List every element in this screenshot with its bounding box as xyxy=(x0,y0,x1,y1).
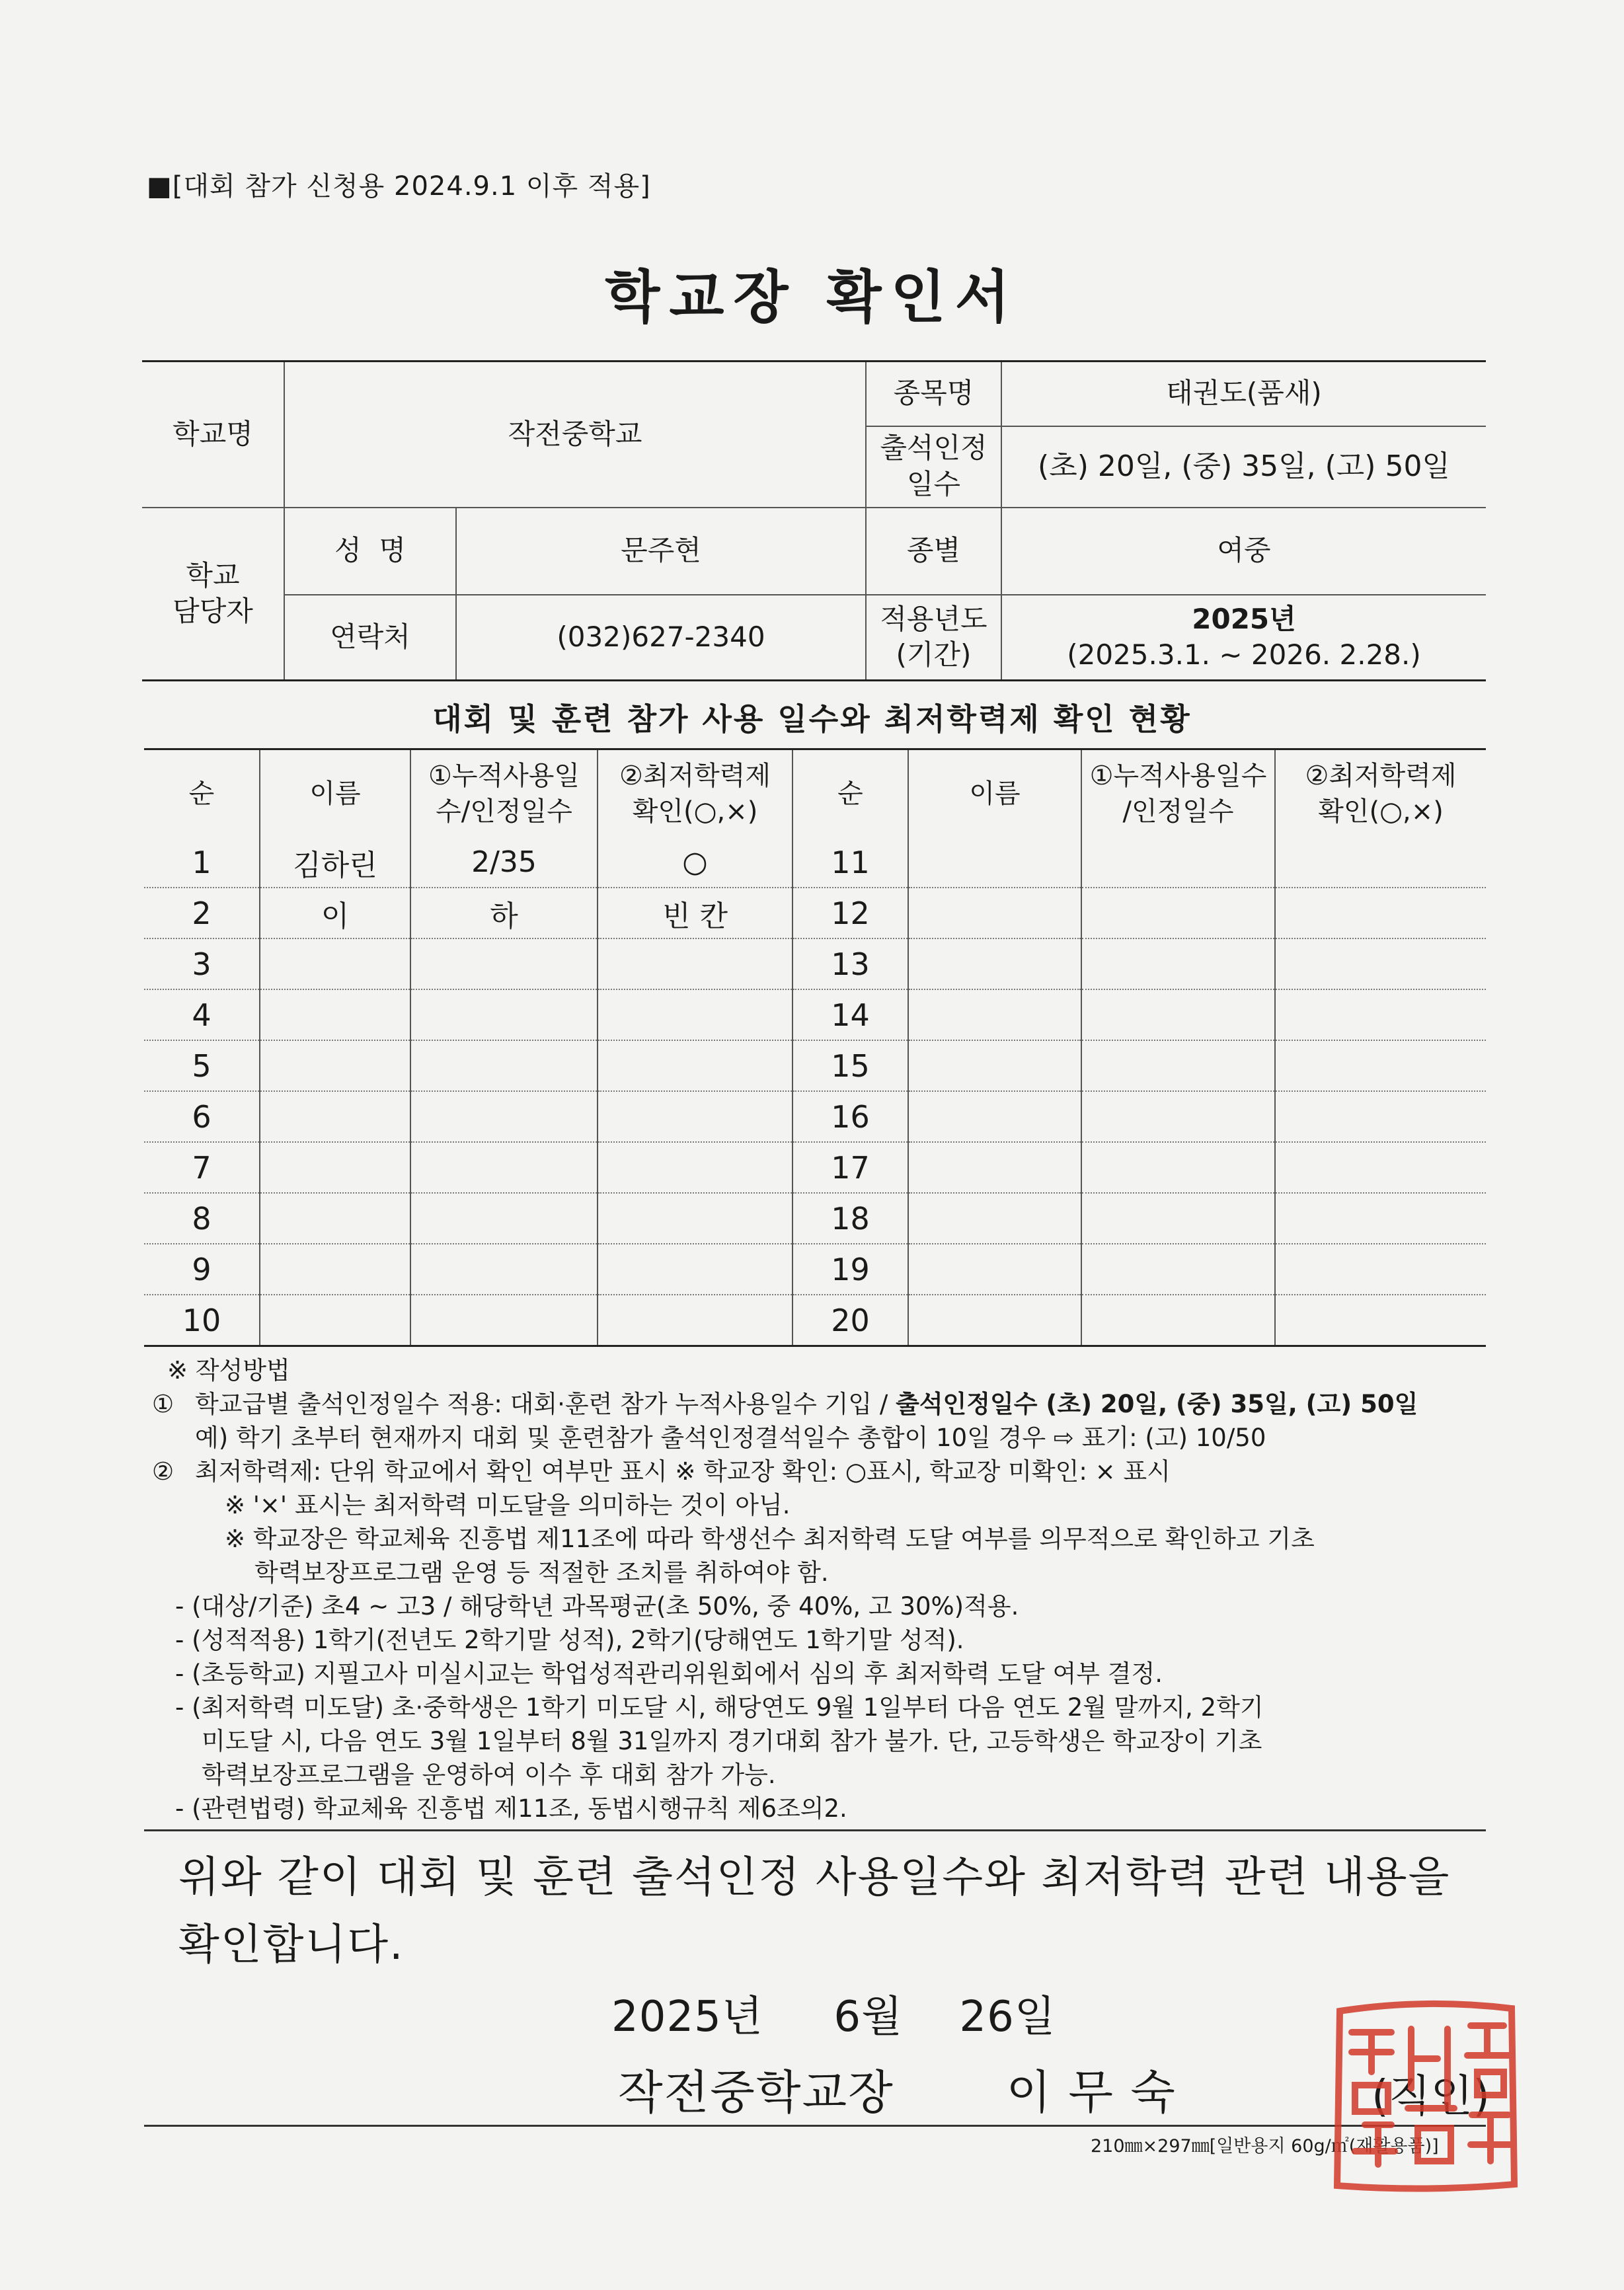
section-title: 대회 및 훈련 참가 사용 일수와 최저학력제 확인 현황 xyxy=(432,701,1192,737)
signature-line xyxy=(618,2055,1177,2122)
note-2-number: ② xyxy=(152,1457,174,1486)
school-info-table xyxy=(142,360,1486,681)
table-row xyxy=(144,1193,1486,1244)
table-row xyxy=(144,1040,1486,1091)
sport-label: 종목명 xyxy=(866,362,1001,426)
row-check xyxy=(598,1244,793,1295)
row-name2 xyxy=(908,1295,1081,1346)
row-name2 xyxy=(908,1040,1081,1091)
table-row xyxy=(144,989,1486,1040)
row-name2 xyxy=(908,837,1081,888)
row-seq2: 20 xyxy=(793,1295,908,1346)
table-row xyxy=(144,1244,1486,1295)
row-check xyxy=(598,989,793,1040)
year-period: (2025.3.1. ~ 2026. 2.28.) xyxy=(1067,638,1421,671)
row-name2 xyxy=(908,1193,1081,1244)
row-days2 xyxy=(1081,1193,1275,1244)
row-days: 하 xyxy=(410,888,598,938)
row-name xyxy=(260,1244,410,1295)
row-days2 xyxy=(1081,938,1275,989)
row-seq: 5 xyxy=(144,1040,260,1091)
row-name2 xyxy=(908,888,1081,938)
row-seq: 8 xyxy=(144,1193,260,1244)
row-days xyxy=(410,1193,598,1244)
table-row xyxy=(144,888,1486,938)
row-seq2: 17 xyxy=(793,1142,908,1193)
row-check2 xyxy=(1275,888,1486,938)
contact-label: 연락처 xyxy=(284,595,456,681)
col-seq2-header: 순 xyxy=(793,749,908,838)
table-row xyxy=(144,1295,1486,1346)
row-check xyxy=(598,1091,793,1142)
bullet-grades: - (성적적용) 1학기(전년도 2학기말 성적), 2학기(당해연도 1학기말 성적). xyxy=(175,1626,964,1654)
confirmation-statement: 위와 같이 대회 및 훈련 출석인정 사용일수와 최저학력 관련 내용을 확인합니다. xyxy=(178,1853,1451,1969)
row-check2 xyxy=(1275,938,1486,989)
notes-heading: ※ 작성방법 xyxy=(167,1356,290,1385)
note-1-example: 예) 학기 초부터 현재까지 대회 및 훈련참가 출석인정결석일수 총합이 10일 경우 ⇨ 표기: (고) 10/50 xyxy=(195,1424,1266,1452)
note-2-remark-1: ※ '×' 표시는 최저학력 미도달을 의미하는 것이 아님. xyxy=(225,1491,791,1519)
year-cell xyxy=(1001,595,1486,681)
date-year: 2025년 xyxy=(611,1993,763,2042)
bullet-target: - (대상/기준) 초4 ~ 고3 / 해당학년 과목평균(초 50%, 중 40%, 고 30%)적용. xyxy=(175,1592,1019,1621)
row-check2 xyxy=(1275,1142,1486,1193)
col-name-header: 이름 xyxy=(260,749,410,838)
col-check2-header: ②최저학력제 확인(○,×) xyxy=(1275,749,1486,838)
row-name xyxy=(260,1295,410,1346)
row-days2 xyxy=(1081,989,1275,1040)
bullet-elementary: - (초등학교) 지필고사 미실시교는 학업성적관리위원회에서 심의 후 최저학력 도달 여부 결정. xyxy=(175,1660,1163,1688)
col-days2-header: ①누적사용일수 /인정일수 xyxy=(1081,749,1275,838)
bullet-law: - (관련법령) 학교체육 진흥법 제11조, 동법시행규칙 제6조의2. xyxy=(175,1794,847,1823)
table-row xyxy=(144,1091,1486,1142)
row-name2 xyxy=(908,1142,1081,1193)
year-value: 2025년 xyxy=(1192,602,1296,635)
row-days2 xyxy=(1081,1295,1275,1346)
table-row xyxy=(144,938,1486,989)
row-seq2: 16 xyxy=(793,1091,908,1142)
row-seq: 9 xyxy=(144,1244,260,1295)
paper-spec: 210㎜×297㎜[일반용지 60g/㎡(재활용품)] xyxy=(1091,2136,1439,2156)
row-name xyxy=(260,1193,410,1244)
note-2-text-a: 최저학력제: 단위 학교에서 확인 여부만 표시 ※ 학교장 확인: ○표시, 학교장 미확인: × 표시 xyxy=(195,1457,1171,1486)
row-name xyxy=(260,1091,410,1142)
contact-value: (032)627-2340 xyxy=(456,595,866,681)
row-check2 xyxy=(1275,1244,1486,1295)
note-2-remark-2: ※ 학교장은 학교체육 진흥법 제11조에 따라 학생선수 최저학력 도달 여부를 의무적으로 확인하고 기초 xyxy=(225,1525,1315,1553)
col-name2-header: 이름 xyxy=(908,749,1081,838)
row-seq: 4 xyxy=(144,989,260,1040)
row-days xyxy=(410,1040,598,1091)
note-2 xyxy=(149,1455,1490,1488)
row-check xyxy=(598,1142,793,1193)
seal-label: (직인) xyxy=(1372,2071,1490,2121)
attendance-days-label: 출석인정 일수 xyxy=(866,426,1001,508)
row-name: 이 xyxy=(260,888,410,938)
form-header-note: ■[대회 참가 신청용 2024.9.1 이후 적용] xyxy=(147,171,651,202)
row-days xyxy=(410,1295,598,1346)
row-check xyxy=(598,1040,793,1091)
col-seq-header: 순 xyxy=(144,749,260,838)
row-check2 xyxy=(1275,1193,1486,1244)
row-days xyxy=(410,938,598,989)
table-row xyxy=(144,1142,1486,1193)
row-seq: 7 xyxy=(144,1142,260,1193)
row-name: 김하린 xyxy=(260,837,410,888)
row-days: 2/35 xyxy=(410,837,598,888)
row-name2 xyxy=(908,1091,1081,1142)
row-check xyxy=(598,1193,793,1244)
note-1-text-b: 출석인정일수 (초) 20일, (중) 35일, (고) 50일 xyxy=(896,1390,1418,1418)
date-day: 26일 xyxy=(959,1993,1056,2042)
col-days-header: ①누적사용일 수/인정일수 xyxy=(410,749,598,838)
row-seq: 6 xyxy=(144,1091,260,1142)
footer-divider xyxy=(144,2125,1486,2127)
row-name xyxy=(260,1142,410,1193)
row-check2 xyxy=(1275,1040,1486,1091)
bullet-not-reached-3: 학력보장프로그램을 운영하여 이수 후 대회 참가 가능. xyxy=(202,1761,776,1789)
row-seq: 10 xyxy=(144,1295,260,1346)
row-days2 xyxy=(1081,1091,1275,1142)
manager-name-value: 문주현 xyxy=(456,508,866,595)
row-name2 xyxy=(908,989,1081,1040)
row-name2 xyxy=(908,1244,1081,1295)
row-days xyxy=(410,1142,598,1193)
row-name xyxy=(260,1040,410,1091)
row-seq: 1 xyxy=(144,837,260,888)
row-seq2: 15 xyxy=(793,1040,908,1091)
row-seq2: 14 xyxy=(793,989,908,1040)
row-days xyxy=(410,1244,598,1295)
principal-title: 작전중학교장 xyxy=(618,2065,894,2119)
row-seq2: 12 xyxy=(793,888,908,938)
row-days xyxy=(410,989,598,1040)
row-check2 xyxy=(1275,837,1486,888)
principal-name: 이 무 숙 xyxy=(1006,2065,1177,2119)
row-seq: 3 xyxy=(144,938,260,989)
row-days2 xyxy=(1081,1142,1275,1193)
bullet-not-reached-1: - (최저학력 미도달) 초·중학생은 1학기 미도달 시, 해당연도 9월 1일부터 다음 연도 2월 말까지, 2학기 xyxy=(175,1693,1264,1722)
row-check xyxy=(598,1295,793,1346)
date-month: 6월 xyxy=(833,1993,903,2042)
row-days2 xyxy=(1081,888,1275,938)
note-1 xyxy=(149,1387,1490,1421)
document-title: 학교장 확인서 xyxy=(605,264,1019,330)
manager-name-label: 성 명 xyxy=(284,508,456,595)
table-header-row xyxy=(144,749,1486,838)
note-1-text-a: 학교급별 출석인정일수 적용: 대회·훈련 참가 누적사용일수 기입 / xyxy=(195,1390,896,1418)
row-check2 xyxy=(1275,1295,1486,1346)
row-seq2: 18 xyxy=(793,1193,908,1244)
row-days2 xyxy=(1081,1244,1275,1295)
table-row xyxy=(144,837,1486,888)
bullet-not-reached-2: 미도달 시, 다음 연도 3월 1일부터 8월 31일까지 경기대회 참가 불가. 단, 고등학생은 학교장이 기초 xyxy=(202,1727,1262,1755)
row-seq2: 19 xyxy=(793,1244,908,1295)
row-check2 xyxy=(1275,1091,1486,1142)
row-name xyxy=(260,938,410,989)
gender-label: 종별 xyxy=(866,508,1001,595)
gender-value: 여중 xyxy=(1001,508,1486,595)
row-name2 xyxy=(908,938,1081,989)
row-check xyxy=(598,938,793,989)
note-2-remark-2-cont: 학력보장프로그램 운영 등 적절한 조치를 취하여야 함. xyxy=(254,1558,829,1587)
row-days2 xyxy=(1081,837,1275,888)
row-days xyxy=(410,1091,598,1142)
row-name xyxy=(260,989,410,1040)
row-days2 xyxy=(1081,1040,1275,1091)
writing-instructions xyxy=(149,1354,1490,1825)
row-check2 xyxy=(1275,989,1486,1040)
row-seq2: 13 xyxy=(793,938,908,989)
year-label: 적용년도 (기간) xyxy=(866,595,1001,681)
col-check-header: ②최저학력제 확인(○,×) xyxy=(598,749,793,838)
attendance-days-value: (초) 20일, (중) 35일, (고) 50일 xyxy=(1001,426,1486,508)
participation-table xyxy=(144,748,1486,1347)
row-seq: 2 xyxy=(144,888,260,938)
school-name-value: 작전중학교 xyxy=(284,362,866,508)
row-check: 빈 칸 xyxy=(598,888,793,938)
school-manager-label: 학교 담당자 xyxy=(142,508,284,681)
note-1-number: ① xyxy=(152,1390,174,1418)
school-name-label: 학교명 xyxy=(142,362,284,508)
official-seal-stamp xyxy=(1325,1993,1524,2197)
signature-date xyxy=(611,1983,1056,2043)
row-seq2: 11 xyxy=(793,837,908,888)
sport-value: 태권도(품새) xyxy=(1001,362,1486,426)
notes-divider xyxy=(144,1829,1486,1831)
row-check: ○ xyxy=(598,837,793,888)
